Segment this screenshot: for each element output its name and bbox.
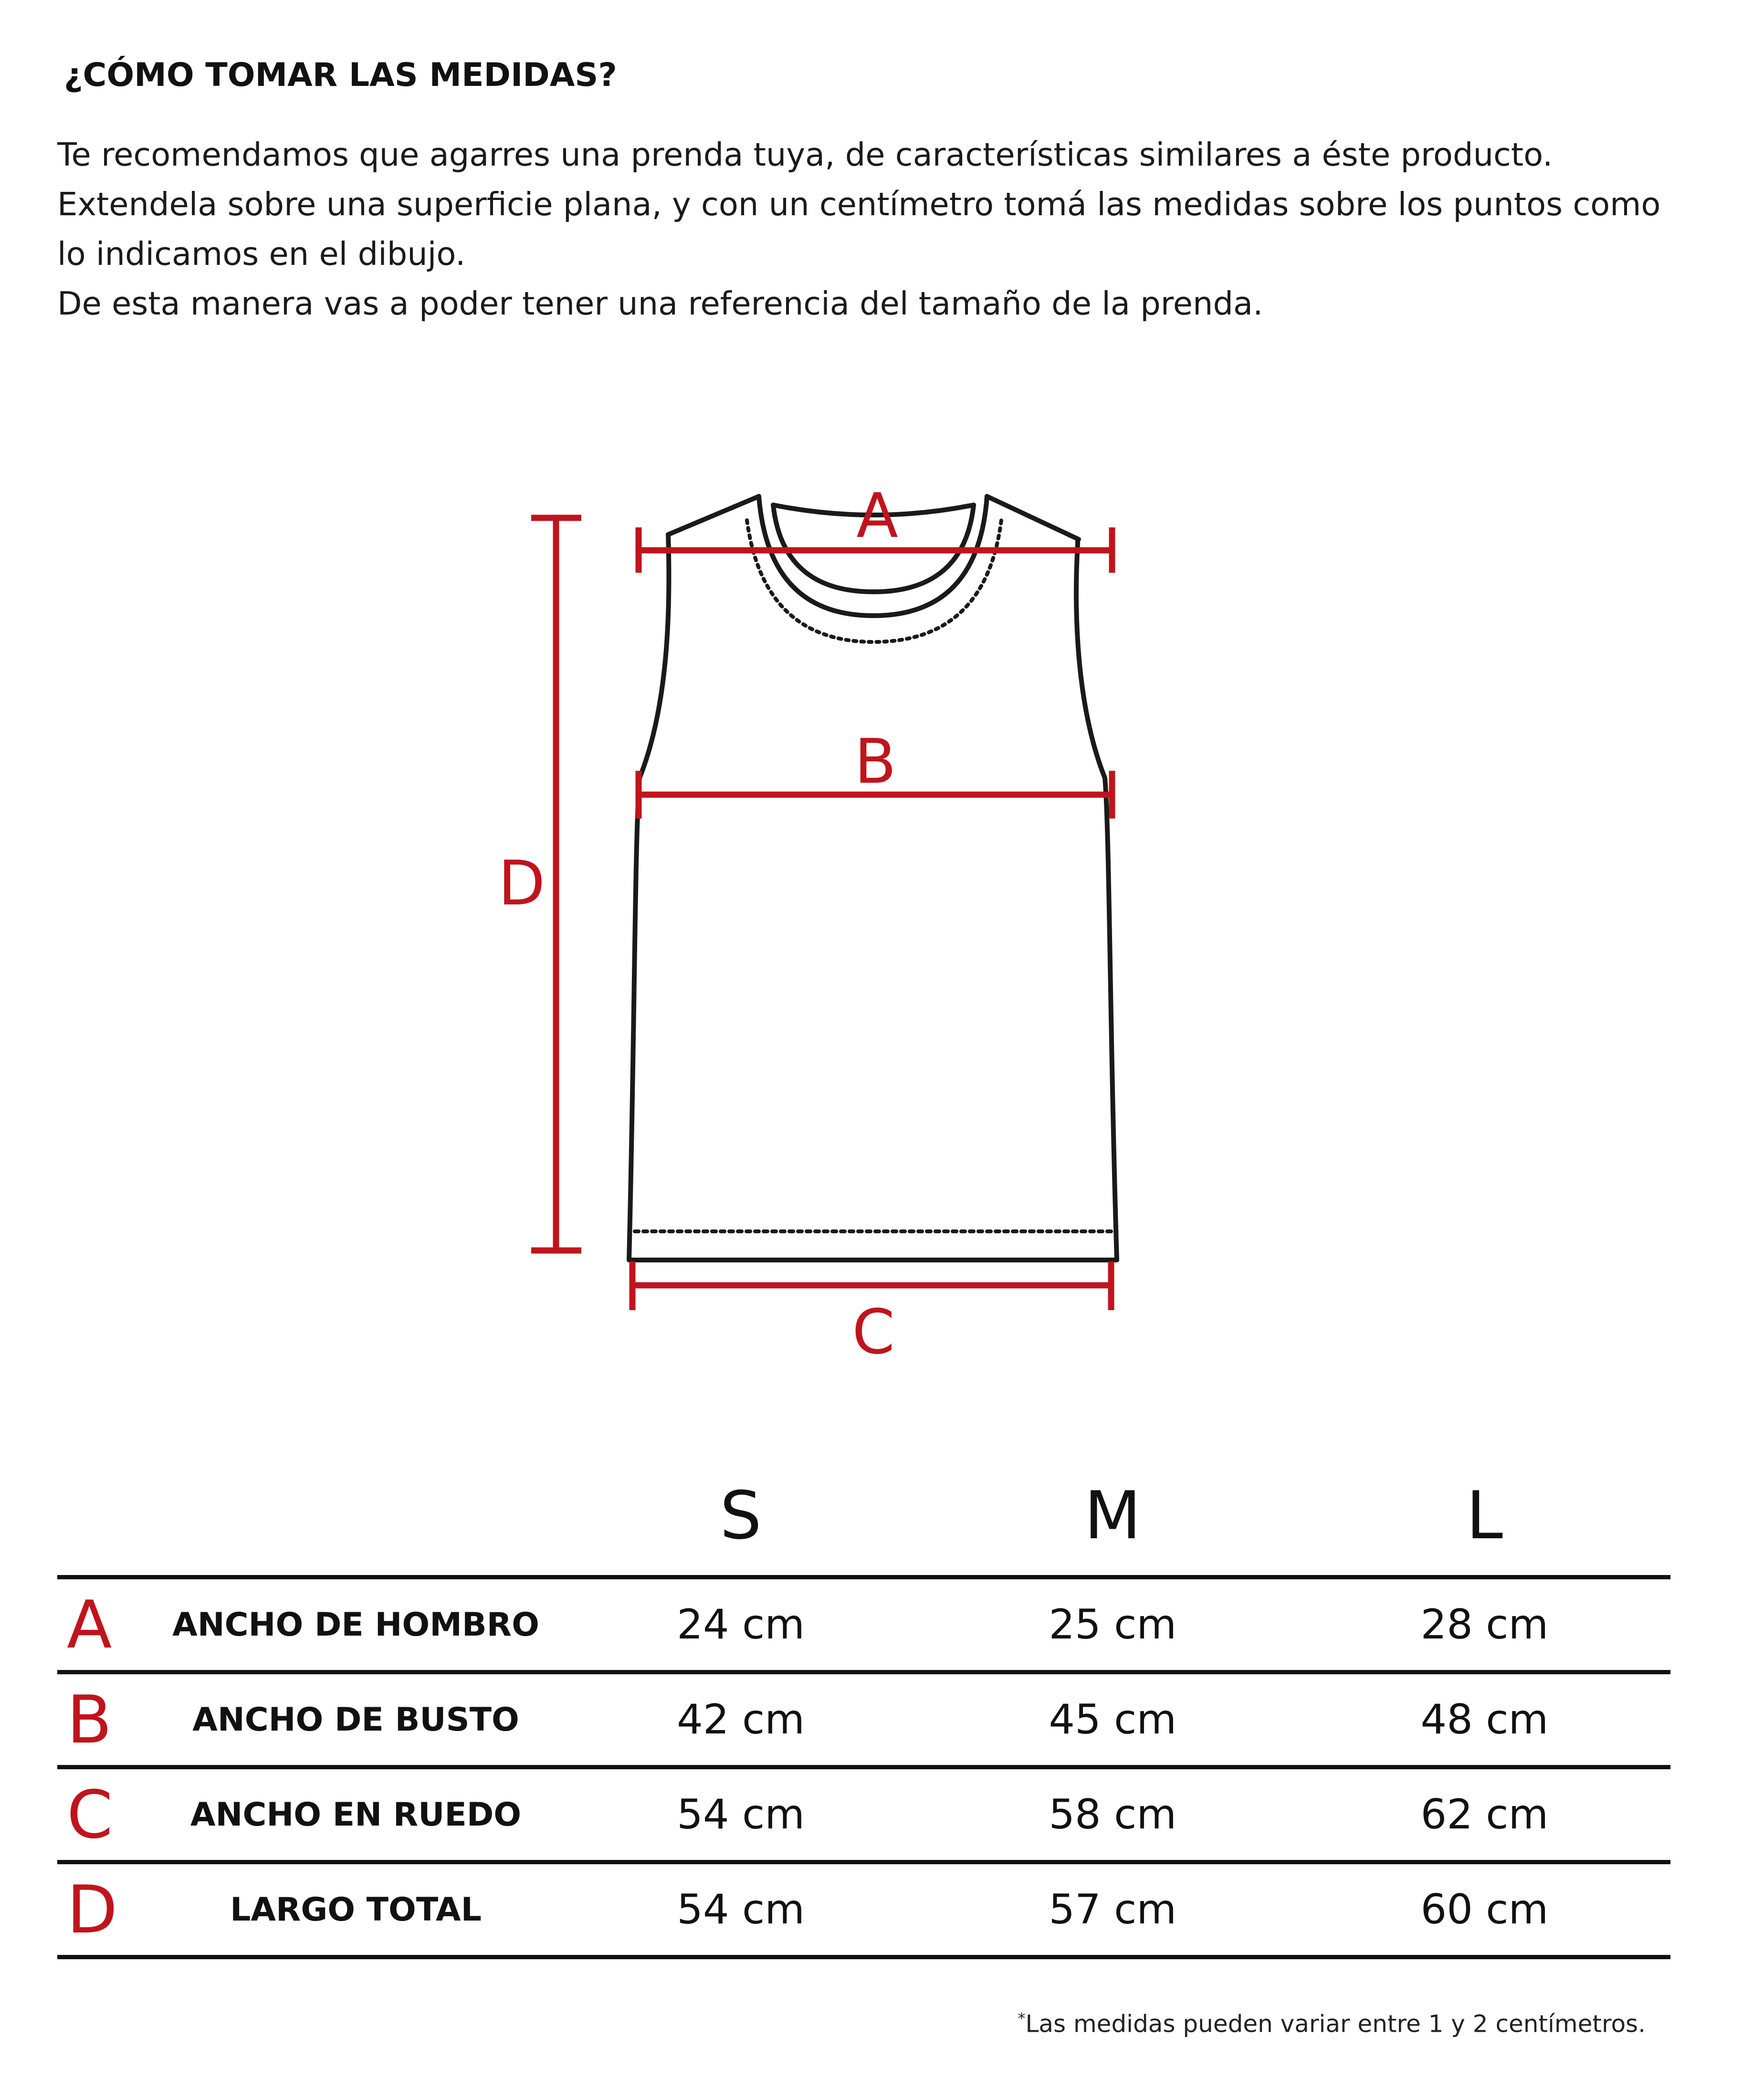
cell-value: 25 cm	[927, 1577, 1299, 1672]
table-row	[57, 1862, 1670, 1957]
table-row	[57, 1767, 1670, 1862]
footnote-text: Las medidas pueden variar entre 1 y 2 centímetros.	[1025, 2010, 1646, 2038]
cell-value: 57 cm	[927, 1862, 1299, 1957]
header-empty-letter	[57, 1456, 157, 1577]
measure-label-d: D	[498, 848, 546, 919]
cell-value: 48 cm	[1299, 1672, 1670, 1767]
cell-value: 24 cm	[555, 1577, 927, 1672]
measure-label-c: C	[852, 1297, 895, 1368]
row-label: ANCHO EN RUEDO	[157, 1767, 555, 1862]
row-letter: C	[57, 1767, 157, 1862]
cell-value: 54 cm	[555, 1862, 927, 1957]
row-label: LARGO TOTAL	[157, 1862, 555, 1957]
header-empty-label	[157, 1456, 555, 1577]
garment-body-outline	[629, 496, 1117, 1260]
table-row	[57, 1672, 1670, 1767]
measurement-guides	[531, 518, 1112, 1310]
instructions-line-2: Extendela sobre una superficie plana, y con un centímetro tomá las medidas sobre los puntos como	[57, 186, 1661, 223]
size-header-row	[57, 1456, 1670, 1577]
tank-top-outline	[629, 496, 1117, 1260]
cell-value: 54 cm	[555, 1767, 927, 1862]
row-letter: B	[57, 1672, 157, 1767]
cell-value: 62 cm	[1299, 1767, 1670, 1862]
cell-value: 42 cm	[555, 1672, 927, 1767]
instructions-line-1: Te recomendamos que agarres una prenda tuya, de características similares a éste producto.	[57, 136, 1553, 173]
cell-value: 60 cm	[1299, 1862, 1670, 1957]
page-title: ¿CÓMO TOMAR LAS MEDIDAS?	[64, 56, 617, 94]
measurement-footnote	[1018, 2009, 1646, 2038]
row-letter: D	[57, 1862, 157, 1957]
size-chart-table	[57, 1456, 1670, 1959]
row-label: ANCHO DE BUSTO	[157, 1672, 555, 1767]
instructions-line-3: lo indicamos en el dibujo.	[57, 235, 466, 273]
cell-value: 28 cm	[1299, 1577, 1670, 1672]
size-header-m: M	[1084, 1477, 1141, 1554]
measure-label-b: B	[854, 726, 896, 798]
footnote-mark: *	[1018, 2009, 1026, 2027]
measure-label-a: A	[856, 481, 898, 552]
row-letter: A	[57, 1577, 157, 1672]
size-header-l: L	[1466, 1477, 1503, 1554]
table-row	[57, 1577, 1670, 1672]
cell-value: 58 cm	[927, 1767, 1299, 1862]
size-header-s: S	[720, 1477, 762, 1554]
cell-value: 45 cm	[927, 1672, 1299, 1767]
instructions-line-4: De esta manera vas a poder tener una referencia del tamaño de la prenda.	[57, 285, 1263, 322]
row-label: ANCHO DE HOMBRO	[157, 1577, 555, 1672]
